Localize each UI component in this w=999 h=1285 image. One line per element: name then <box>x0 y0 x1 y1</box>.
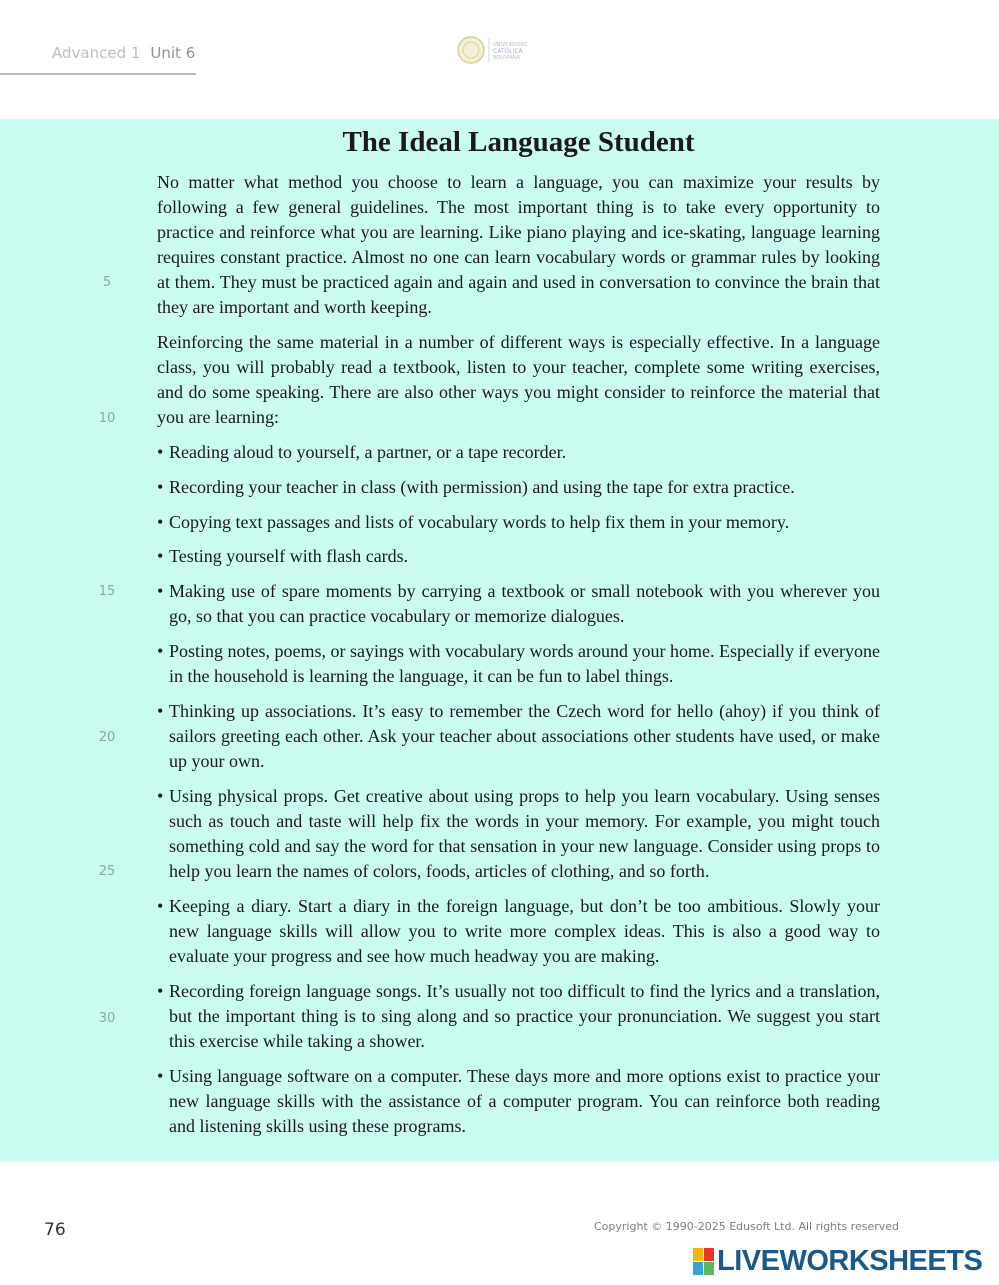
brand-name: LIVEWORKSHEETS <box>717 1245 983 1277</box>
logo-line-2: CATÓLICA <box>493 48 523 55</box>
bullet-item: • Copying text passages and lists of vocabulary words to help fix them in your memory. <box>157 512 790 532</box>
bullet-item: • Keeping a diary. Start a diary in the foreign language, but don’t be too ambitious. Slowly your new language skills will allow you to write more complex ideas. This is also a good way to evaluate your progress and see how much headway you are making. <box>157 896 880 966</box>
university-logo <box>456 30 546 70</box>
unit-label: Unit 6 <box>150 44 196 62</box>
page-number: 76 <box>44 1220 66 1240</box>
line-number: 10 <box>98 411 116 426</box>
logo-line-1: UNIVERSIDAD <box>493 42 528 48</box>
copyright-notice: Copyright © 1990-2025 Edusoft Ltd. All rights reserved <box>594 1220 900 1233</box>
line-number: 30 <box>98 1011 116 1026</box>
bullet-item: • Recording foreign language songs. It’s usually not too difficult to find the lyrics and a translation, but the important thing is to sing along and so practice your pronunciation. We suggest you start this exercise while taking a shower. <box>157 981 880 1051</box>
liveworksheets-logo[interactable] <box>693 1245 982 1278</box>
bullet-item: • Testing yourself with flash cards. <box>157 546 409 566</box>
line-number: 15 <box>98 584 116 599</box>
header-divider <box>0 73 196 75</box>
course-label: Advanced 1 <box>52 44 141 62</box>
bullet-item: • Making use of spare moments by carrying a textbook or small notebook with you wherever you go, so that you can practice vocabulary or memorize dialogues. <box>157 581 880 626</box>
paragraph-2: Reinforcing the same material in a number of different ways is especially effective. In a language class, you will probably read a textbook, listen to your teacher, complete some writing exercises, and do some speaking. There are also other ways you might consider to reinforce the material that you are learning: <box>157 332 880 427</box>
bullet-item: • Posting notes, poems, or sayings with vocabulary words around your home. Especially if everyone in the household is learning the language, it can be fun to label things. <box>157 641 880 686</box>
line-number: 20 <box>98 730 116 745</box>
bullet-item: • Using physical props. Get creative about using props to help you learn vocabulary. Using senses such as touch and taste will help fix the words in your memory. For example, you might touch something cold and say the word for that sensation in your new language. Consider using props to help you learn the names of colors, foods, articles of clothing, and so forth. <box>157 786 880 881</box>
line-number: 25 <box>98 864 116 879</box>
paragraph-1: No matter what method you choose to learn a language, you can maximize your results by following a few general guidelines. The most important thing is to take every opportunity to practice and reinforce what you are learning. Like piano playing and ice-skating, language learning requires constant practice. Almost no one can learn vocabulary words or grammar rules by looking at them. They must be practiced again and again and used in conversation to convince the brain that they are important and worth keeping. <box>157 172 880 317</box>
bullet-item: • Thinking up associations. It’s easy to remember the Czech word for hello (ahoy) if you think of sailors greeting each other. Ask your teacher about associations other students have used, or make up your own. <box>157 701 880 771</box>
bullet-item: • Reading aloud to yourself, a partner, or a tape recorder. <box>157 442 567 462</box>
liveworksheets-icon <box>693 1248 714 1275</box>
bullet-item: • Recording your teacher in class (with permission) and using the tape for extra practice. <box>157 477 795 497</box>
page-header <box>52 44 195 62</box>
line-number: 5 <box>102 275 112 290</box>
reading-title: The Ideal Language Student <box>342 126 695 158</box>
university-seal <box>458 37 484 63</box>
bullet-item: • Using language software on a computer. These days more and more options exist to practice your new language skills with the assistance of a computer program. You can reinforce both reading and listening skills using these programs. <box>157 1066 880 1136</box>
logo-line-3: BOLIVIANA <box>493 55 521 61</box>
